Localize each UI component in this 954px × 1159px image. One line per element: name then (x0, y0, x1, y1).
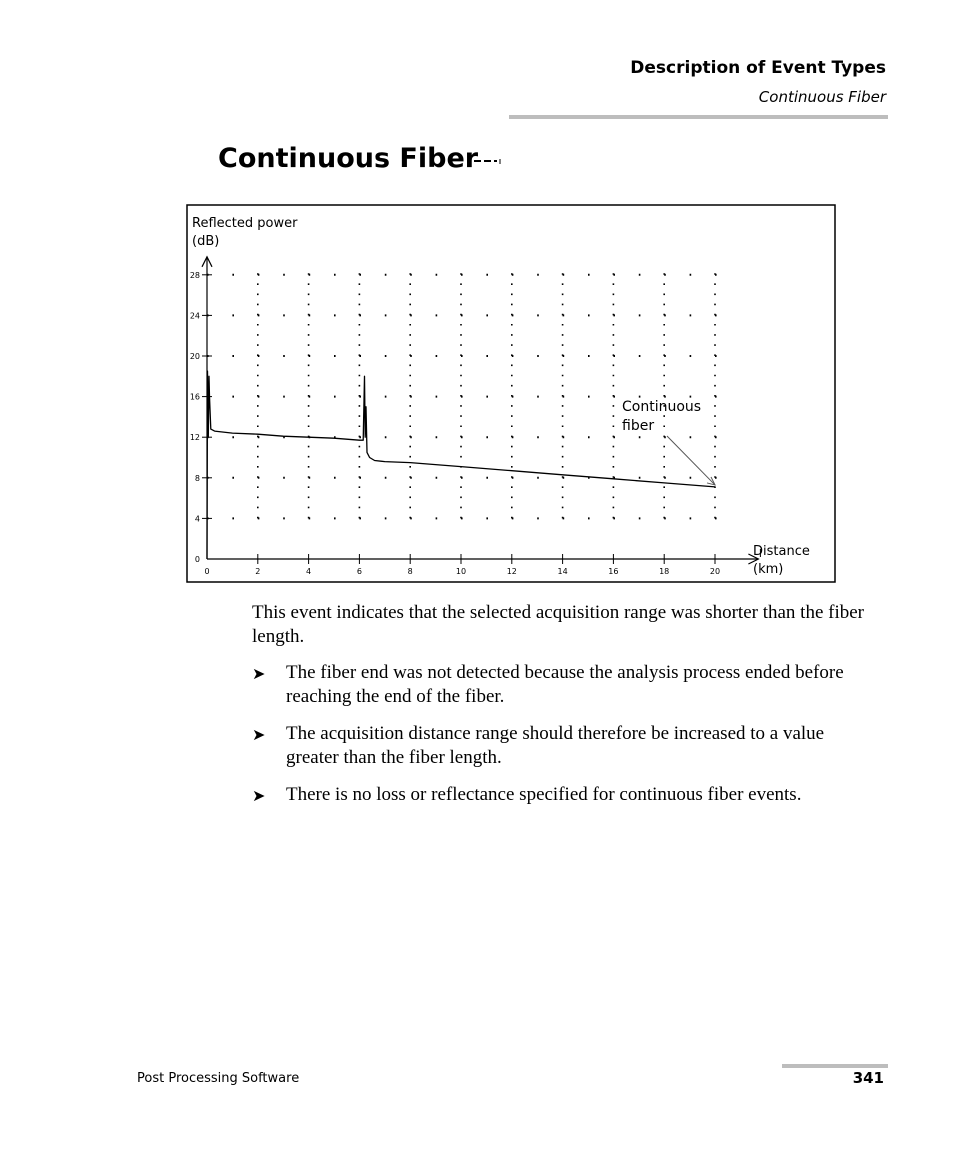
header-subsection: Continuous Fiber (758, 88, 886, 106)
x-axis-label-line2: (km) (753, 562, 784, 577)
y-tick-label: 0 (194, 555, 200, 564)
otdr-figure (186, 204, 836, 583)
y-tick-label: 8 (194, 473, 200, 483)
y-tick-label: 20 (189, 352, 200, 361)
x-tick-label: 4 (306, 567, 312, 576)
x-tick-label: 0 (204, 567, 210, 576)
y-tick-label: 4 (194, 514, 200, 524)
y-axis-label-line1: Reflected power (192, 216, 298, 231)
y-axis-label-line2: (dB) (192, 234, 220, 249)
annotation-label-line1: Continuous (622, 399, 702, 415)
x-tick-label: 18 (659, 567, 670, 576)
y-tick-label: 12 (189, 433, 200, 443)
header-rule (509, 115, 888, 119)
intro-paragraph: This event indicates that the selected acquisition range was shorter than the fiber length. (252, 602, 865, 647)
x-tick-label: 20 (709, 567, 721, 576)
bullet-item-3: There is no loss or reflectance specified for continuous fiber events. (286, 784, 802, 805)
x-tick-label: 10 (455, 567, 467, 576)
y-tick-label: 28 (189, 270, 200, 280)
bullet-arrow-icon: ➤ (252, 664, 266, 683)
otdr-trace-chart (186, 204, 836, 583)
x-tick-label: 2 (255, 567, 261, 576)
figure-frame (187, 205, 835, 582)
bullet-arrow-icon: ➤ (252, 725, 266, 744)
x-tick-label: 8 (407, 567, 413, 576)
x-tick-label: 12 (506, 567, 517, 576)
x-tick-label: 16 (608, 567, 619, 576)
y-tick-label: 24 (189, 311, 200, 321)
page-title: Continuous Fiber (218, 143, 479, 174)
bullet-item-1: The fiber end was not detected because the analysis process ended before reaching the end of the fiber. (286, 662, 844, 707)
footer-product: Post Processing Software (137, 1071, 300, 1086)
header-section-title: Description of Event Types (630, 58, 886, 78)
footer-rule (782, 1064, 888, 1068)
x-tick-label: 14 (557, 567, 568, 576)
x-tick-label: 6 (356, 567, 362, 576)
continuous-fiber-event-icon (473, 156, 503, 166)
bullet-arrow-icon: ➤ (252, 786, 266, 805)
annotation-label-line2: fiber (622, 418, 655, 434)
bullet-item-2: The acquisition distance range should therefore be increased to a value greater than the fiber length. (286, 723, 825, 768)
x-axis-label-line1: Distance (753, 544, 810, 559)
page-number: 341 (852, 1069, 884, 1087)
y-tick-label: 16 (189, 392, 200, 402)
